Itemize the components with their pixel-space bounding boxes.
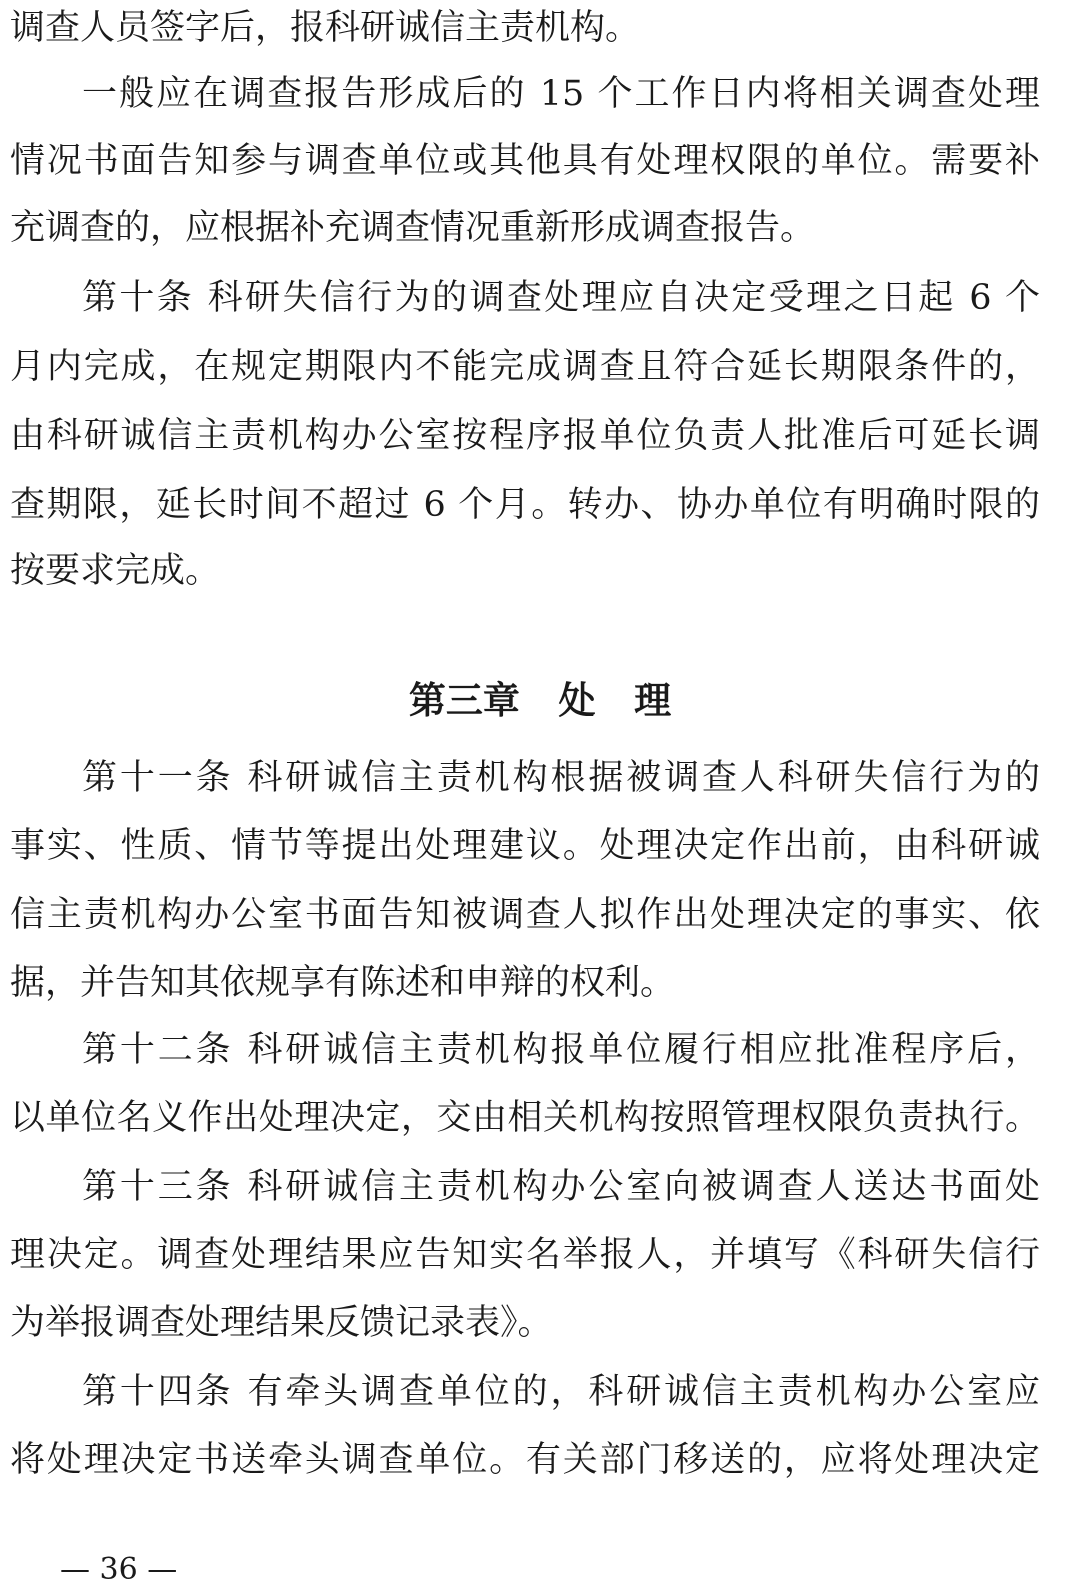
text-line: 第十四条 有牵头调查单位的，科研诚信主责机构办公室应 [82,1372,1040,1412]
text-line: 为举报调查处理结果反馈记录表》。 [10,1303,553,1343]
text-line: 将处理决定书送牵头调查单位。有关部门移送的，应将处理决定 [10,1440,1040,1480]
text-line: 情况书面告知参与调查单位或其他具有处理权限的单位。需要补 [10,141,1040,181]
text-line: 充调查的，应根据补充调查情况重新形成调查报告。 [10,208,816,248]
text-line: 信主责机构办公室书面告知被调查人拟作出处理决定的事实、依 [10,895,1040,935]
text-line: 事实、性质、情节等提出处理建议。处理决定作出前，由科研诚 [10,826,1040,866]
chapter-heading: 第三章 处 理 [408,679,672,722]
text-line: 调查人员签字后，报科研诚信主责机构。 [10,8,641,48]
text-line: 查期限，延长时间不超过 6 个月。转办、协办单位有明确时限的 [10,485,1040,525]
text-line: 第十一条 科研诚信主责机构根据被调查人科研失信行为的 [82,758,1040,798]
text-line: 理决定。调查处理结果应告知实名举报人，并填写《科研失信行 [10,1235,1040,1275]
text-line: 由科研诚信主责机构办公室按程序报单位负责人批准后可延长调 [10,416,1040,456]
text-line: 第十三条 科研诚信主责机构办公室向被调查人送达书面处 [82,1167,1040,1207]
page-number: — 36 — [60,1552,178,1587]
text-line: 据，并告知其依规享有陈述和申辩的权利。 [10,963,676,1003]
text-line: 月内完成，在规定期限内不能完成调查且符合延长期限条件的， [10,347,1040,387]
text-line: 第十条 科研失信行为的调查处理应自决定受理之日起 6 个 [82,278,1040,318]
text-line: 第十二条 科研诚信主责机构报单位履行相应批准程序后， [82,1030,1040,1070]
text-line: 一般应在调查报告形成后的 15 个工作日内将相关调查处理 [82,74,1040,114]
text-line: 以单位名义作出处理决定，交由相关机构按照管理权限负责执行。 [10,1098,1040,1138]
text-line: 按要求完成。 [10,551,221,591]
